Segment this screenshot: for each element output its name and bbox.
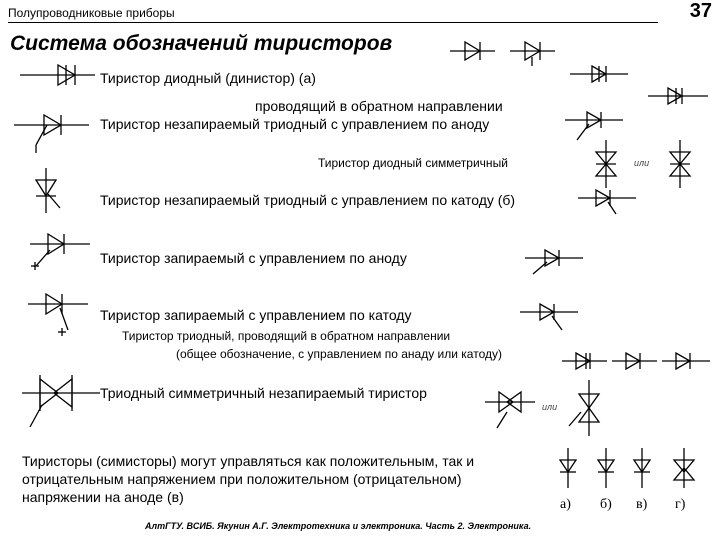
row-cathode-controlled: Тиристор незапираемый триодный с управлением по катоду (б) (100, 192, 516, 208)
dinistor-symbol-icon (20, 60, 100, 90)
thyristor-cathode-gate-icon (34, 168, 94, 218)
page-number: 37 (689, 0, 712, 22)
row-reverse-conducting: проводящий в обратном направлении (255, 98, 503, 114)
triac-symbol-icon (22, 365, 102, 435)
triode-reverse-icons (562, 345, 712, 381)
description-paragraph: Тиристоры (симисторы) могут управляться как положительным, так и отрицательным напряжением при положительном (отрицательном) напряжении на аноде (в) (22, 453, 475, 505)
symistor-variants-icons (556, 448, 706, 493)
dinistor-alt-icon (570, 62, 630, 86)
gto-anode-icon (30, 230, 100, 275)
page-title: Система обозначений тиристоров (10, 32, 393, 55)
title-diode-symbols-icon (450, 36, 560, 66)
row-gto-anode: Тиристор запираемый с управлением по аноду (100, 250, 407, 266)
variant-label-g: г) (675, 497, 686, 512)
header-divider (8, 22, 658, 23)
row-symmetric-diode: Тиристор диодный симметричный (318, 156, 508, 170)
row-triode-reverse: Тиристор триодный, проводящий в обратном направлении (122, 329, 451, 343)
row-anode-controlled: Тиристор незапираемый триодный с управлением по аноду (100, 116, 490, 132)
anode-gate-alt-icon (565, 108, 625, 144)
variant-label-v: в) (636, 497, 648, 512)
row-gto-cathode: Тиристор запираемый с управлением по катоду (100, 307, 412, 323)
gto-cathode-icon (28, 290, 98, 340)
footer: АлтГТУ. ВСИБ. Якунин А.Г. Электротехника и электроника. Часть 2. Электроника. (145, 521, 532, 531)
ili-label-1: или (634, 158, 650, 168)
row-general-note: (общее обозначение, с управлением по анаду или катоду) (176, 347, 502, 361)
section-header: Полупроводниковые приборы (8, 6, 175, 20)
reverse-conducting-icon (648, 84, 710, 108)
row-dinistor: Тиристор диодный (динистор) (а) (100, 70, 316, 86)
row-triac: Триодный симметричный незапираемый тиристор (100, 385, 427, 401)
triac-alt-icons (485, 380, 605, 440)
variant-label-b: б) (600, 497, 612, 512)
symmetric-diode-icons (590, 140, 710, 190)
variant-label-a: а) (560, 497, 571, 512)
thyristor-anode-gate-icon (14, 105, 94, 155)
ili-label-2: или (542, 402, 558, 412)
gto-cathode-alt-icon (520, 300, 580, 336)
cathode-gate-alt-icon (578, 188, 638, 218)
gto-anode-alt-icon (525, 246, 585, 280)
